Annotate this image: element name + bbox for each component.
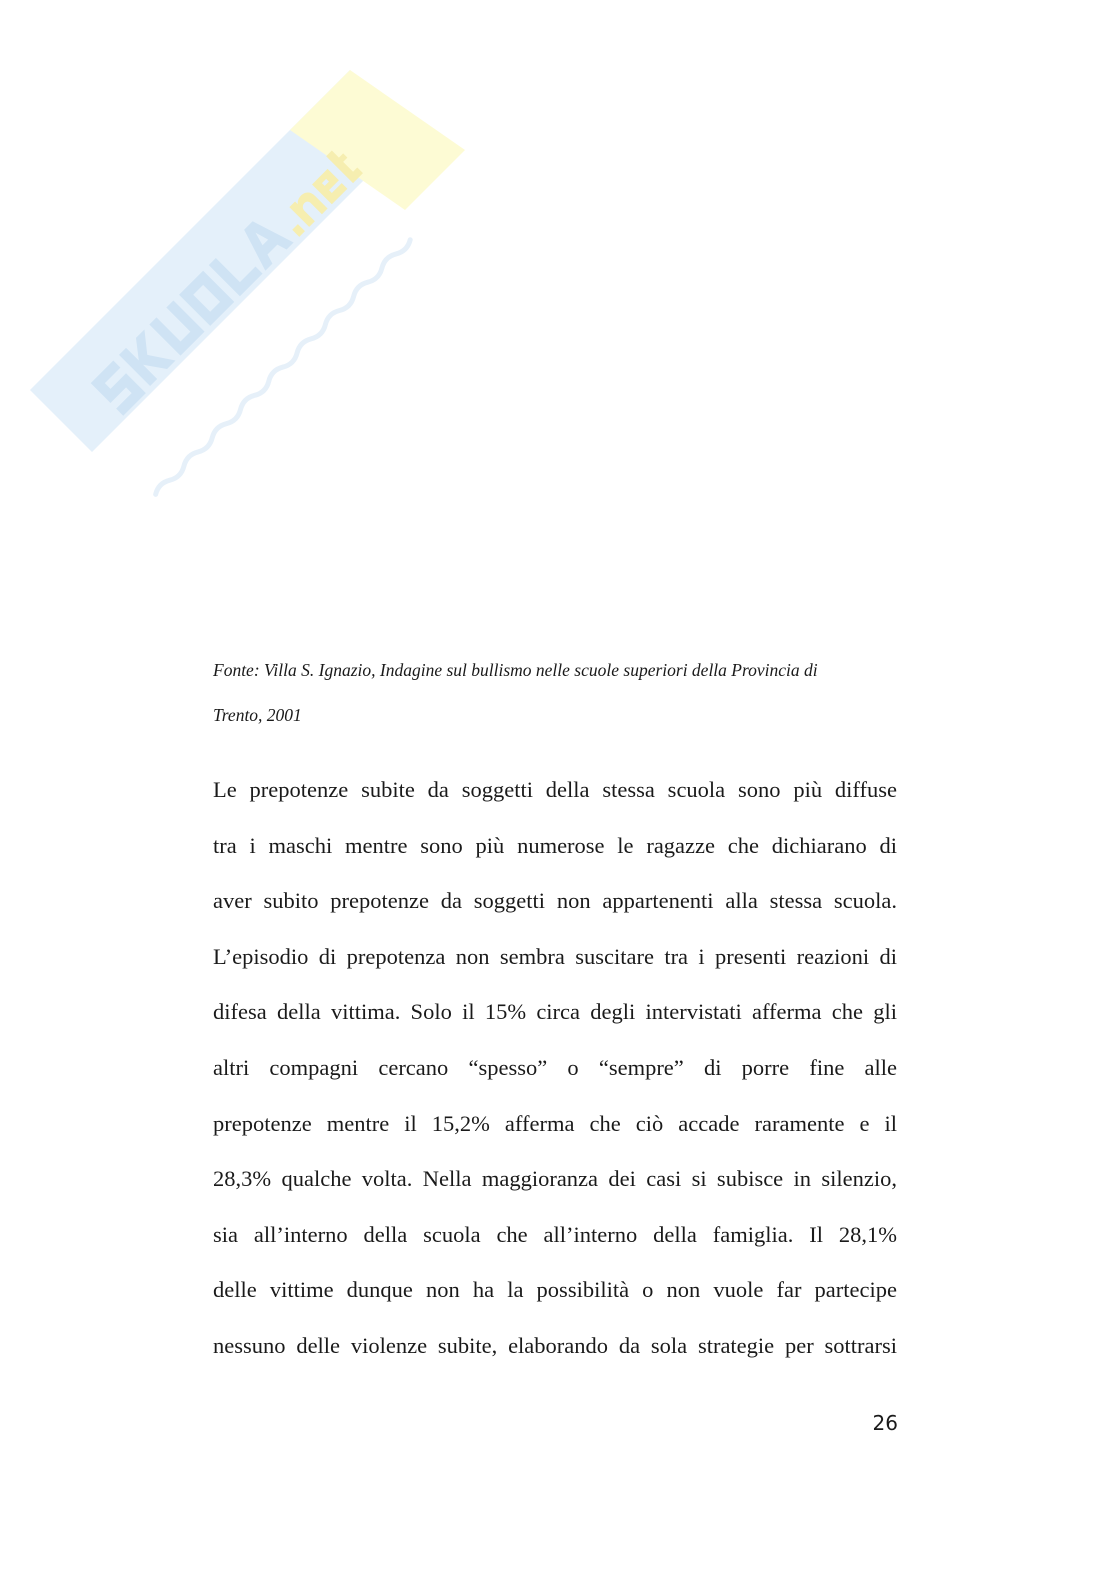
- watermark-yellow-band: [290, 70, 465, 210]
- paragraph-line: altri compagni cercano “spesso” o “sempre” di porre fine alle: [213, 1054, 897, 1080]
- paragraph-line: L’episodio di prepotenza non sembra suscitare tra i presenti reazioni di: [213, 943, 897, 969]
- skuola-watermark-graphic: [20, 40, 490, 530]
- watermark-lettering: [60, 105, 399, 444]
- watermark-blue-band: [30, 70, 412, 452]
- paragraph-line: aver subito prepotenze da soggetti non appartenenti alla stessa scuola.: [213, 888, 897, 914]
- paragraph-line: Le prepotenze subite da soggetti della stessa scuola sono più diffuse: [213, 777, 897, 802]
- figure-source-caption: [213, 648, 897, 738]
- body-paragraph: [213, 762, 897, 1374]
- watermark-tagline: [154, 238, 413, 497]
- caption-line: Trento, 2001: [213, 705, 302, 725]
- paragraph-line: tra i maschi mentre sono più numerose le ragazze che dichiarano di: [213, 832, 897, 858]
- paragraph-line: difesa della vittima. Solo il 15% circa degli intervistati afferma che gli: [213, 999, 897, 1025]
- paragraph-line: prepotenze mentre il 15,2% afferma che ciò accade raramente e il: [213, 1110, 897, 1136]
- paragraph-line: nessuno delle violenze subite, elaborando da sola strategie per sottrarsi: [213, 1332, 897, 1358]
- paragraph-line: 28,3% qualche volta. Nella maggioranza dei casi si subisce in silenzio,: [213, 1166, 897, 1192]
- paragraph-line: delle vittime dunque non ha la possibilità o non vuole far partecipe: [213, 1277, 897, 1303]
- caption-line: Fonte: Villa S. Ignazio, Indagine sul bullismo nelle scuole superiori della Provincia di: [213, 660, 818, 680]
- paragraph-line: sia all’interno della scuola che all’interno della famiglia. Il 28,1%: [213, 1221, 897, 1247]
- page-number: 26: [872, 1411, 898, 1435]
- skuola-watermark-logo: [20, 40, 490, 530]
